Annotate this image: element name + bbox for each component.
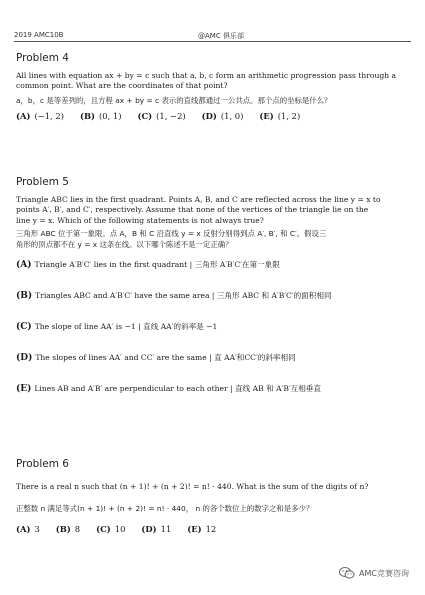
problem-4-choices [16, 111, 411, 121]
choice-e: (E) 12 [187, 523, 217, 534]
problem-6-choices [16, 524, 411, 534]
choice-e: (E) (1, 2) [259, 111, 301, 122]
problem-6 [16, 458, 411, 534]
choice-b: (B) 8 [55, 523, 81, 534]
problem-5-text-zh-1: 三角形 ABC 位于第一象限。点 A，B 和 C 沿直线 y = x 反射分别得到点 A′, B′, 和 C′。假设三 [16, 229, 327, 239]
choice-d: (D) 11 [141, 523, 172, 534]
problem-4 [16, 52, 411, 121]
choice-c: (C) 10 [96, 523, 126, 534]
choice-d: (D) (1, 0) [201, 111, 244, 122]
problem-5 [16, 176, 411, 395]
option-c: (C) The slope of line AA′ is −1 | 直线 AA′的斜率是 −1 [16, 322, 218, 333]
problem-5-title: Problem 5 [16, 176, 69, 188]
choice-a: (A) (−1, 2) [16, 111, 64, 122]
choice-c: (C) (1, −2) [137, 111, 186, 122]
problem-5-text-zh-2: 角形的顶点都不在 y = x 这条在线。以下哪个陈述不是一定正确？ [16, 239, 233, 249]
header-left: 2019 AMC10B [14, 31, 64, 39]
choice-a: (A) 3 [16, 523, 40, 534]
watermark-text: AMC竞赛咨询 [359, 568, 409, 578]
problem-4-title: Problem 4 [16, 52, 69, 64]
choice-b: (B) (0, 1) [79, 111, 122, 122]
header-center: @AMC 俱乐部 [198, 32, 244, 40]
problem-5-text-en-3: line y = x. Which of the following statements is not always true? [16, 215, 264, 225]
problem-4-text-zh: a，b，c 是等差列的，且方程 ax + by = c 表示的直线都通过一公共点。那个点的坐标是什么？ [16, 95, 332, 105]
option-b: (B) Triangles ABC and A′B′C′ have the same area | 三角形 ABC 和 A′B′C′的面积相同 [16, 291, 332, 302]
option-a: (A) Triangle A′B′C′ lies in the first quadrant | 三角形 A′B′C′在第一象限 [16, 260, 280, 271]
problem-6-text-zh: 正整数 n 满足等式(n + 1)! + (n + 2)! = n! · 440， n 的各个数位上的数字之和是多少？ [16, 504, 314, 514]
problem-6-text-en: There is a real n such that (n + 1)! + (n + 2)! = n! · 440. What is the sum of the digits of n? [16, 482, 369, 491]
page-header [0, 0, 425, 40]
wechat-icon [339, 567, 355, 579]
header-divider [14, 41, 411, 42]
option-d: (D) The slopes of lines AA′ and CC′ are the same | 直 AA′和CC′的斜率相同 [16, 353, 296, 364]
problem-6-title: Problem 6 [16, 458, 69, 470]
watermark [339, 567, 409, 579]
option-e: (E) Lines AB and A′B′ are perpendicular to each other | 直线 AB 和 A′B′互相垂直 [16, 384, 321, 395]
problem-4-text-en: All lines with equation ax + by = c such that a, b, c form an arithmetic progression pass through a common point. What are the coordinates of that point? [16, 71, 397, 91]
problem-5-text-en-2: points A′, B′, and C′, respectively. Assume that none of the vertices of the triangle lie on the [16, 205, 369, 215]
problem-5-text-en-1: Triangle ABC lies in the first quadrant. Points A, B, and C are reflected across the line y = x to [16, 195, 381, 204]
